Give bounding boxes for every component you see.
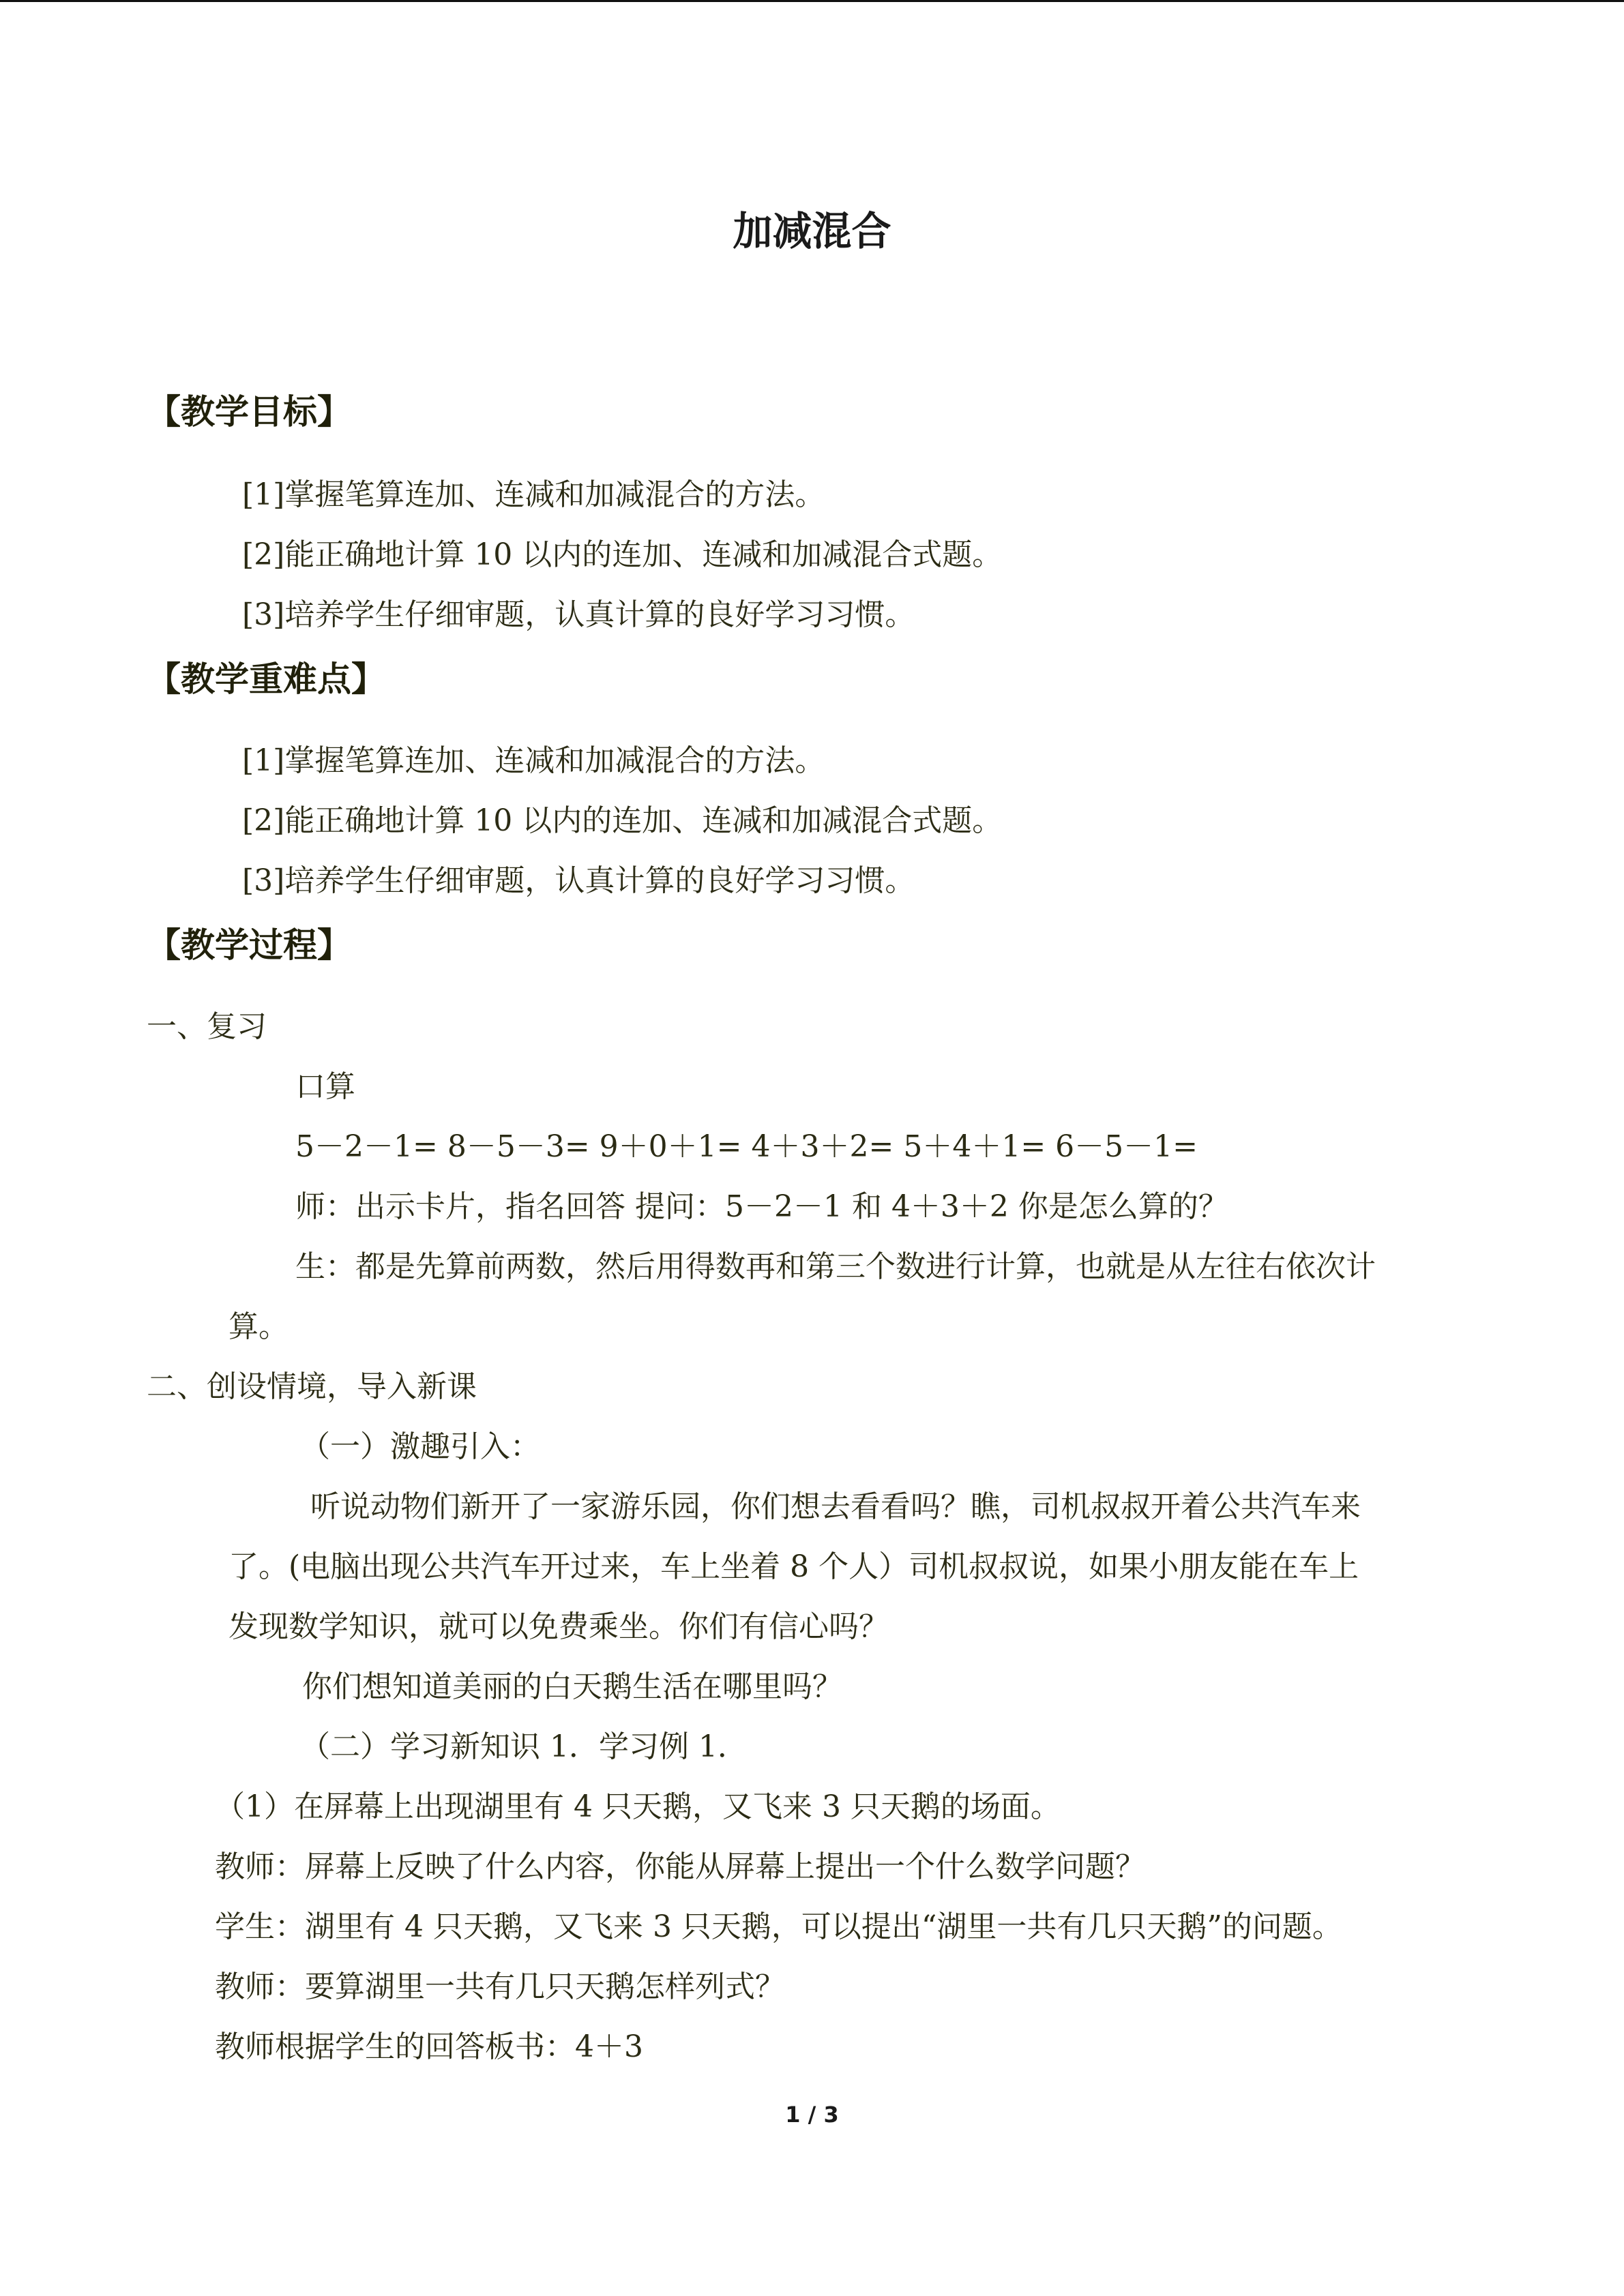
student-answer-continued: 算。: [228, 1309, 289, 1344]
teacher-question: 师：出示卡片，指名回答 提问：5－2－1 和 4＋3＋2 你是怎么算的？: [295, 1189, 1228, 1224]
subsection-title: （二）学习新知识 1．学习例 1．: [300, 1729, 748, 1764]
dialogue-line: 教师根据学生的回答板书：4＋3: [215, 2029, 643, 2064]
dialogue-line: 学生：湖里有 4 只天鹅，又飞来 3 只天鹅，可以提出“湖里一共有几只天鹅”的问题。: [215, 1909, 1342, 1944]
heading-objectives: 【教学目标】: [147, 392, 351, 432]
page-number: 1 / 3: [785, 2102, 839, 2128]
dialogue-line: 教师：要算湖里一共有几只天鹅怎样列式？: [215, 1969, 785, 2004]
intro-title: 二、创设情境，导入新课: [147, 1369, 477, 1404]
objective-item: [3]培养学生仔细审题，认真计算的良好学习习惯。: [242, 597, 915, 632]
objective-item: [1]掌握笔算连加、连减和加减混合的方法。: [242, 477, 825, 512]
dialogue-line: 教师：屏幕上反映了什么内容，你能从屏幕上提出一个什么数学问题？: [215, 1849, 1145, 1884]
document-title: 加减混合: [733, 208, 891, 254]
paragraph-line: 你们想知道美丽的白天鹅生活在哪里吗？: [302, 1669, 842, 1704]
key-point-item: [2]能正确地计算 10 以内的连加、连减和加减混合式题。: [242, 803, 1003, 838]
subsection-title: （一）激趣引入：: [300, 1429, 540, 1464]
paragraph-line: 听说动物们新开了一家游乐园，你们想去看看吗？瞧，司机叔叔开着公共汽车来: [310, 1489, 1361, 1524]
heading-process: 【教学过程】: [147, 925, 351, 965]
paragraph-line: 发现数学知识，就可以免费乘坐。你们有信心吗？: [228, 1609, 889, 1644]
top-border-line: [0, 0, 1624, 2]
heading-key-points: 【教学重难点】: [147, 659, 385, 699]
oral-calc-items: 5－2－1= 8－5－3= 9＋0＋1= 4＋3＋2= 5＋4＋1= 6－5－1=: [295, 1129, 1198, 1164]
oral-calc-label: 口算: [295, 1069, 355, 1104]
review-title: 一、复习: [147, 1009, 267, 1044]
objective-item: [2]能正确地计算 10 以内的连加、连减和加减混合式题。: [242, 537, 1003, 572]
step-line: （1）在屏幕上出现湖里有 4 只天鹅，又飞来 3 只天鹅的场面。: [215, 1789, 1061, 1824]
key-point-item: [1]掌握笔算连加、连减和加减混合的方法。: [242, 743, 825, 778]
student-answer: 生：都是先算前两数，然后用得数再和第三个数进行计算，也就是从左往右依次计: [295, 1249, 1376, 1284]
paragraph-line: 了。(电脑出现公共汽车开过来，车上坐着 8 个人）司机叔叔说，如果小朋友能在车上: [228, 1549, 1359, 1584]
key-point-item: [3]培养学生仔细审题，认真计算的良好学习习惯。: [242, 863, 915, 898]
